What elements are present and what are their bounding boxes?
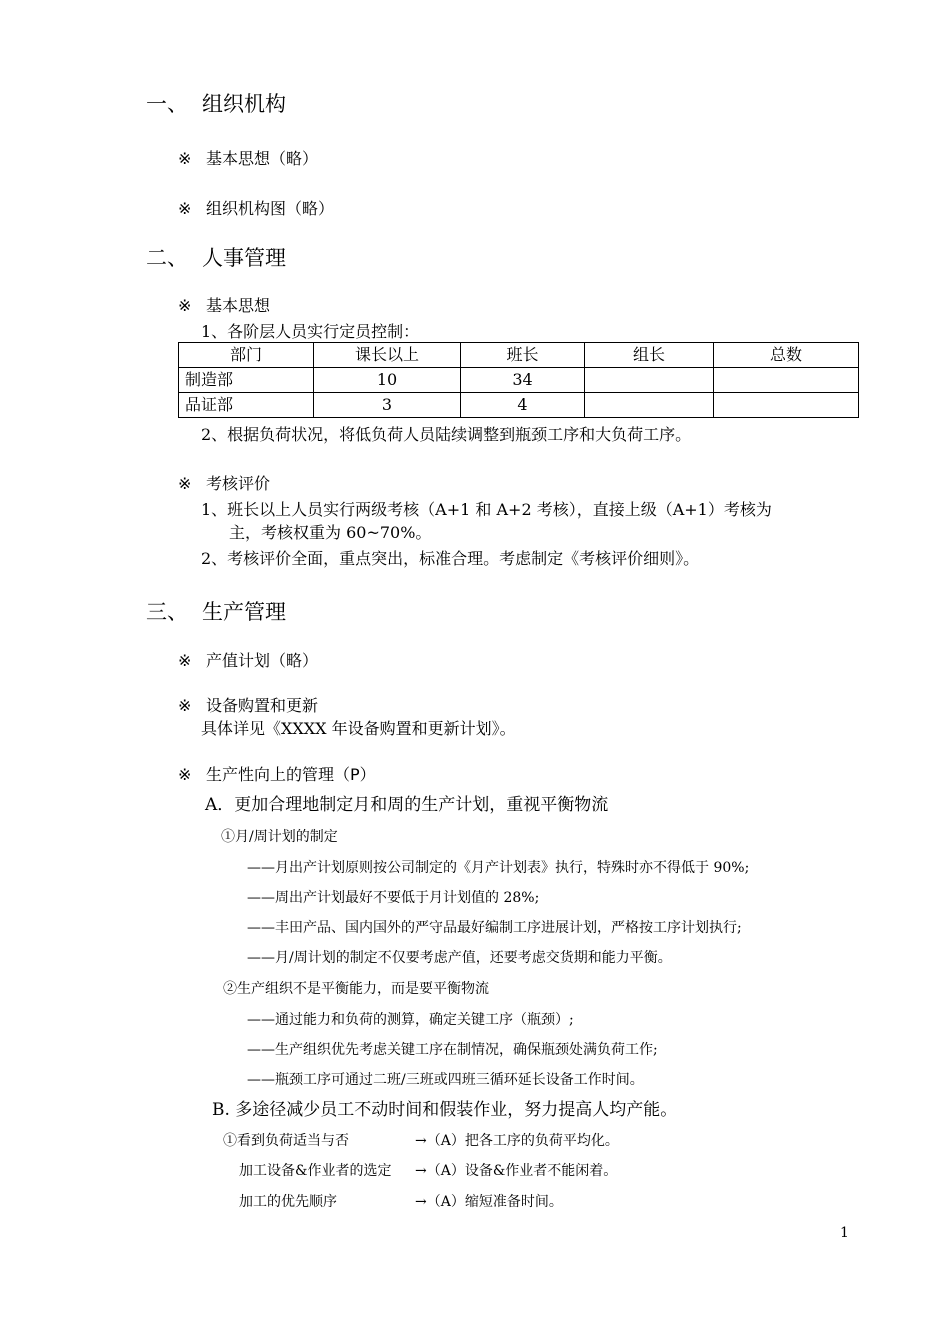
item-a2-line: ——生产组织优先考虑关键工序在制情况，确保瓶颈处满负荷工作; bbox=[247, 1042, 658, 1058]
reference-mark: ※ bbox=[178, 651, 192, 670]
staffing-table bbox=[178, 342, 859, 418]
item-b-row-right: →（A）把各工序的负荷平均化。 bbox=[415, 1133, 619, 1149]
table-cell: 34 bbox=[461, 368, 585, 393]
subheading-evaluation bbox=[178, 471, 270, 494]
reference-mark: ※ bbox=[178, 765, 192, 784]
subheading-output-plan bbox=[178, 648, 318, 671]
item-b-row-left: 加工的优先顺序 bbox=[239, 1194, 337, 1210]
subheading-productivity bbox=[178, 762, 376, 785]
item-a2-line: ——通过能力和负荷的测算，确定关键工序（瓶颈）; bbox=[247, 1012, 574, 1028]
subheading-text: 基本思想（略） bbox=[206, 149, 319, 168]
table-cell bbox=[714, 393, 859, 418]
subheading-text: 生产性向上的管理（P） bbox=[206, 765, 376, 784]
item-b-row-left: ①看到负荷适当与否 bbox=[223, 1133, 349, 1149]
paragraph-evaluation-1: 1、班长以上人员实行两级考核（A+1 和 A+2 考核），直接上级（A+1）考核为 bbox=[201, 500, 772, 519]
table-header-cell: 课长以上 bbox=[314, 343, 461, 368]
table-header-row bbox=[179, 343, 859, 368]
subheading-text: 考核评价 bbox=[206, 474, 271, 493]
item-a2-line: ——瓶颈工序可通过二班/三班或四班三循环延长设备工作时间。 bbox=[247, 1072, 644, 1088]
subheading-basic-idea-2 bbox=[178, 293, 270, 316]
table-cell bbox=[585, 368, 714, 393]
table-row bbox=[179, 368, 859, 393]
section-2-title: 人事管理 bbox=[202, 246, 286, 270]
paragraph-load-adjustment: 2、根据负荷状况，将低负荷人员陆续调整到瓶颈工序和大负荷工序。 bbox=[201, 425, 692, 444]
subheading-text: 基本思想 bbox=[206, 296, 271, 315]
section-3-number: 三、 bbox=[146, 600, 188, 624]
reference-mark: ※ bbox=[178, 199, 192, 218]
reference-mark: ※ bbox=[178, 296, 192, 315]
table-cell: 品证部 bbox=[179, 393, 314, 418]
table-cell bbox=[714, 368, 859, 393]
section-1-number: 一、 bbox=[146, 92, 188, 116]
section-3-heading bbox=[146, 596, 286, 626]
subheading-org-chart bbox=[178, 196, 334, 219]
table-header-cell: 班长 bbox=[461, 343, 585, 368]
paragraph-evaluation-2: 2、考核评价全面，重点突出，标准合理。考虑制定《考核评价细则》。 bbox=[201, 549, 700, 568]
item-a1-line: ——周出产计划最好不要低于月计划值的 28%; bbox=[247, 890, 540, 906]
reference-mark: ※ bbox=[178, 474, 192, 493]
table-cell: 制造部 bbox=[179, 368, 314, 393]
subheading-text: 设备购置和更新 bbox=[206, 696, 319, 715]
item-a1-line: ——月出产计划原则按公司制定的《月产计划表》执行，特殊时亦不得低于 90%; bbox=[247, 860, 750, 876]
item-b-heading: B. 多途径减少员工不动时间和假装作业，努力提高人均产能。 bbox=[212, 1100, 678, 1120]
item-a-heading: A．更加合理地制定月和周的生产计划，重视平衡物流 bbox=[205, 795, 609, 815]
section-2-number: 二、 bbox=[146, 246, 188, 270]
table-row bbox=[179, 393, 859, 418]
subheading-basic-idea-1 bbox=[178, 146, 318, 169]
table-header-cell: 组长 bbox=[585, 343, 714, 368]
table-header-cell: 总数 bbox=[714, 343, 859, 368]
reference-mark: ※ bbox=[178, 696, 192, 715]
subheading-text: 产值计划（略） bbox=[206, 651, 319, 670]
section-2-heading bbox=[146, 242, 286, 272]
section-1-heading bbox=[146, 88, 286, 118]
paragraph-equipment-detail: 具体详见《XXXX 年设备购置和更新计划》。 bbox=[201, 719, 516, 738]
page-number: 1 bbox=[840, 1225, 849, 1241]
paragraph-staffing-control: 1、各阶层人员实行定员控制： bbox=[201, 322, 420, 341]
paragraph-evaluation-1-cont: 主，考核权重为 60~70%。 bbox=[229, 523, 432, 542]
table-cell: 3 bbox=[314, 393, 461, 418]
item-b-row-right: →（A）缩短准备时间。 bbox=[415, 1194, 563, 1210]
item-b-row-right: →（A）设备&作业者不能闲着。 bbox=[415, 1163, 618, 1179]
section-1-title: 组织机构 bbox=[202, 92, 286, 116]
table-cell: 10 bbox=[314, 368, 461, 393]
table-header-cell: 部门 bbox=[179, 343, 314, 368]
item-a1-line: ——月/周计划的制定不仅要考虑产值，还要考虑交货期和能力平衡。 bbox=[247, 950, 672, 966]
section-3-title: 生产管理 bbox=[202, 600, 286, 624]
table-cell bbox=[585, 393, 714, 418]
item-b-row-left: 加工设备&作业者的选定 bbox=[239, 1163, 392, 1179]
item-a1-heading: ①月/周计划的制定 bbox=[221, 829, 338, 845]
subheading-text: 组织机构图（略） bbox=[206, 199, 335, 218]
subheading-equipment bbox=[178, 693, 318, 716]
table-cell: 4 bbox=[461, 393, 585, 418]
reference-mark: ※ bbox=[178, 149, 192, 168]
item-a1-line: ——丰田产品、国内国外的严守品最好编制工序进展计划，严格按工序计划执行; bbox=[247, 920, 742, 936]
item-a2-heading: ②生产组织不是平衡能力，而是要平衡物流 bbox=[223, 981, 489, 997]
